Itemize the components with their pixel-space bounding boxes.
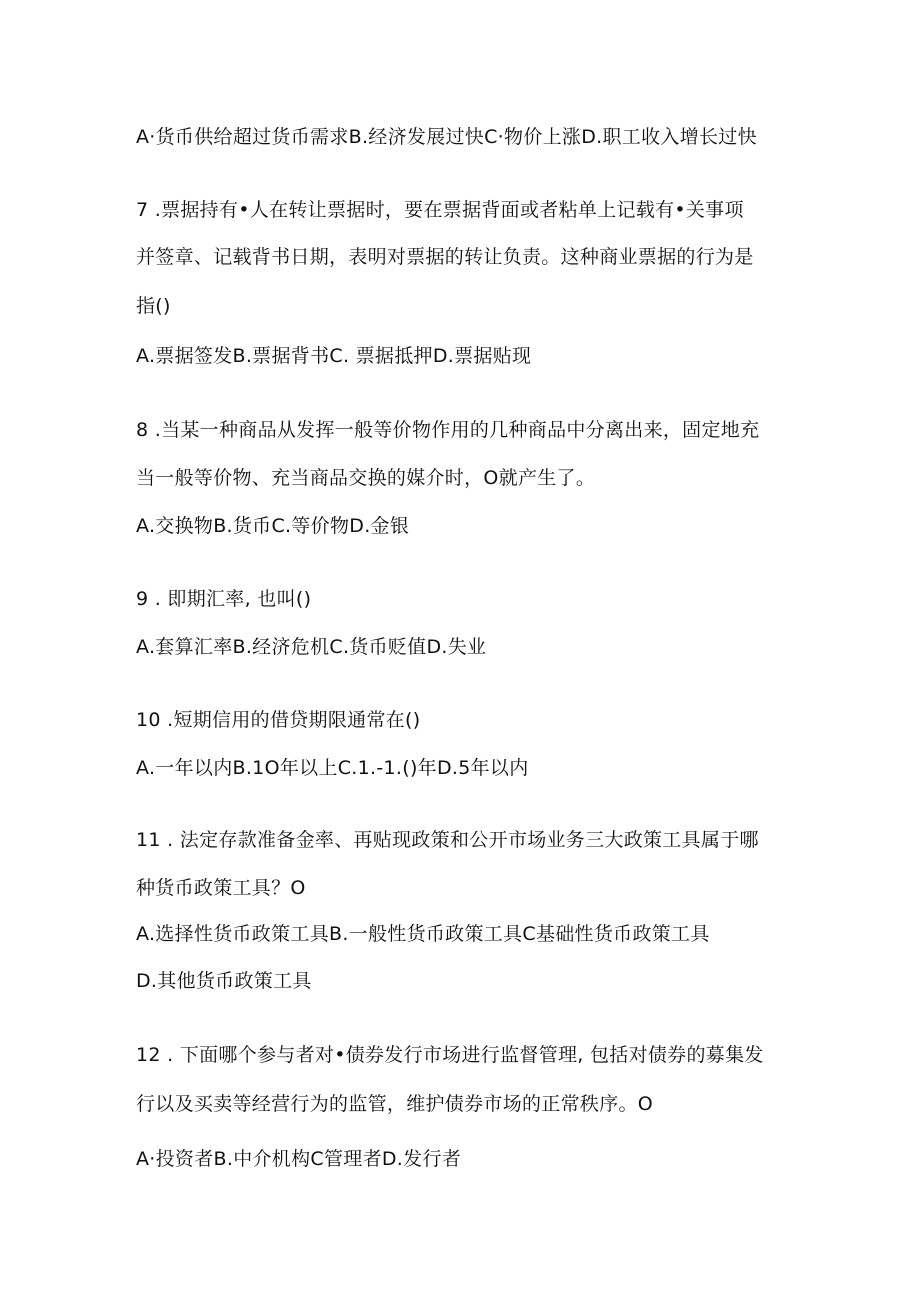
q11-options: A.选择性货币政策工具B.一般性货币政策工具C基础性货币政策工具 bbox=[136, 923, 710, 945]
q9-text: 9 . 即期汇率, 也叫() bbox=[136, 588, 312, 610]
q12-text-line-2: 行以及买卖等经营行为的监管，维护债券市场的正常秩序。O bbox=[136, 1093, 654, 1115]
q8-text-line-1: 8 .当某一种商品从发挥一般等价物作用的几种商品中分离出来，固定地充 bbox=[136, 419, 760, 441]
q7-options: A.票据签发B.票据背书C. 票据抵押D.票据贴现 bbox=[136, 345, 532, 367]
q12-options: A·投资者B.中介机构C管理者D.发行者 bbox=[136, 1148, 462, 1170]
q11-text-line-2: 种货币政策工具？O bbox=[136, 877, 306, 899]
q7-text-line-1: 7 .票据持有•人在转让票据时，要在票据背面或者粘单上记载有•关事项 bbox=[136, 199, 744, 221]
q8-options: A.交换物B.货币C.等价物D.金银 bbox=[136, 515, 410, 537]
q10-text: 10 .短期信用的借贷期限通常在() bbox=[136, 709, 421, 731]
q10-options: A.一年以内B.1O年以上C.1.-1.()年D.5年以内 bbox=[136, 757, 529, 779]
q9-options: A.套算汇率B.经济危机C.货币贬值D.失业 bbox=[136, 636, 487, 658]
q7-text-line-3: 指() bbox=[136, 295, 171, 317]
q6-options: A·货币供给超过货币需求B.经济发展过快C·物价上涨D.职工收入增长过快 bbox=[136, 126, 757, 148]
q7-text-line-2: 并签章、记载背书日期，表明对票据的转让负责。这种商业票据的行为是 bbox=[136, 246, 754, 268]
q8-text-line-2: 当一般等价物、充当商品交换的媒介时，O就产生了。 bbox=[136, 467, 596, 489]
q11-options-cont: D.其他货币政策工具 bbox=[136, 970, 312, 992]
q12-text-line-1: 12 . 下面哪个参与者对•债券发行市场进行监督管理, 包括对债券的募集发 bbox=[136, 1044, 764, 1066]
q11-text-line-1: 11 . 法定存款准备金率、再贴现政策和公开市场业务三大政策工具属于哪 bbox=[136, 829, 759, 851]
